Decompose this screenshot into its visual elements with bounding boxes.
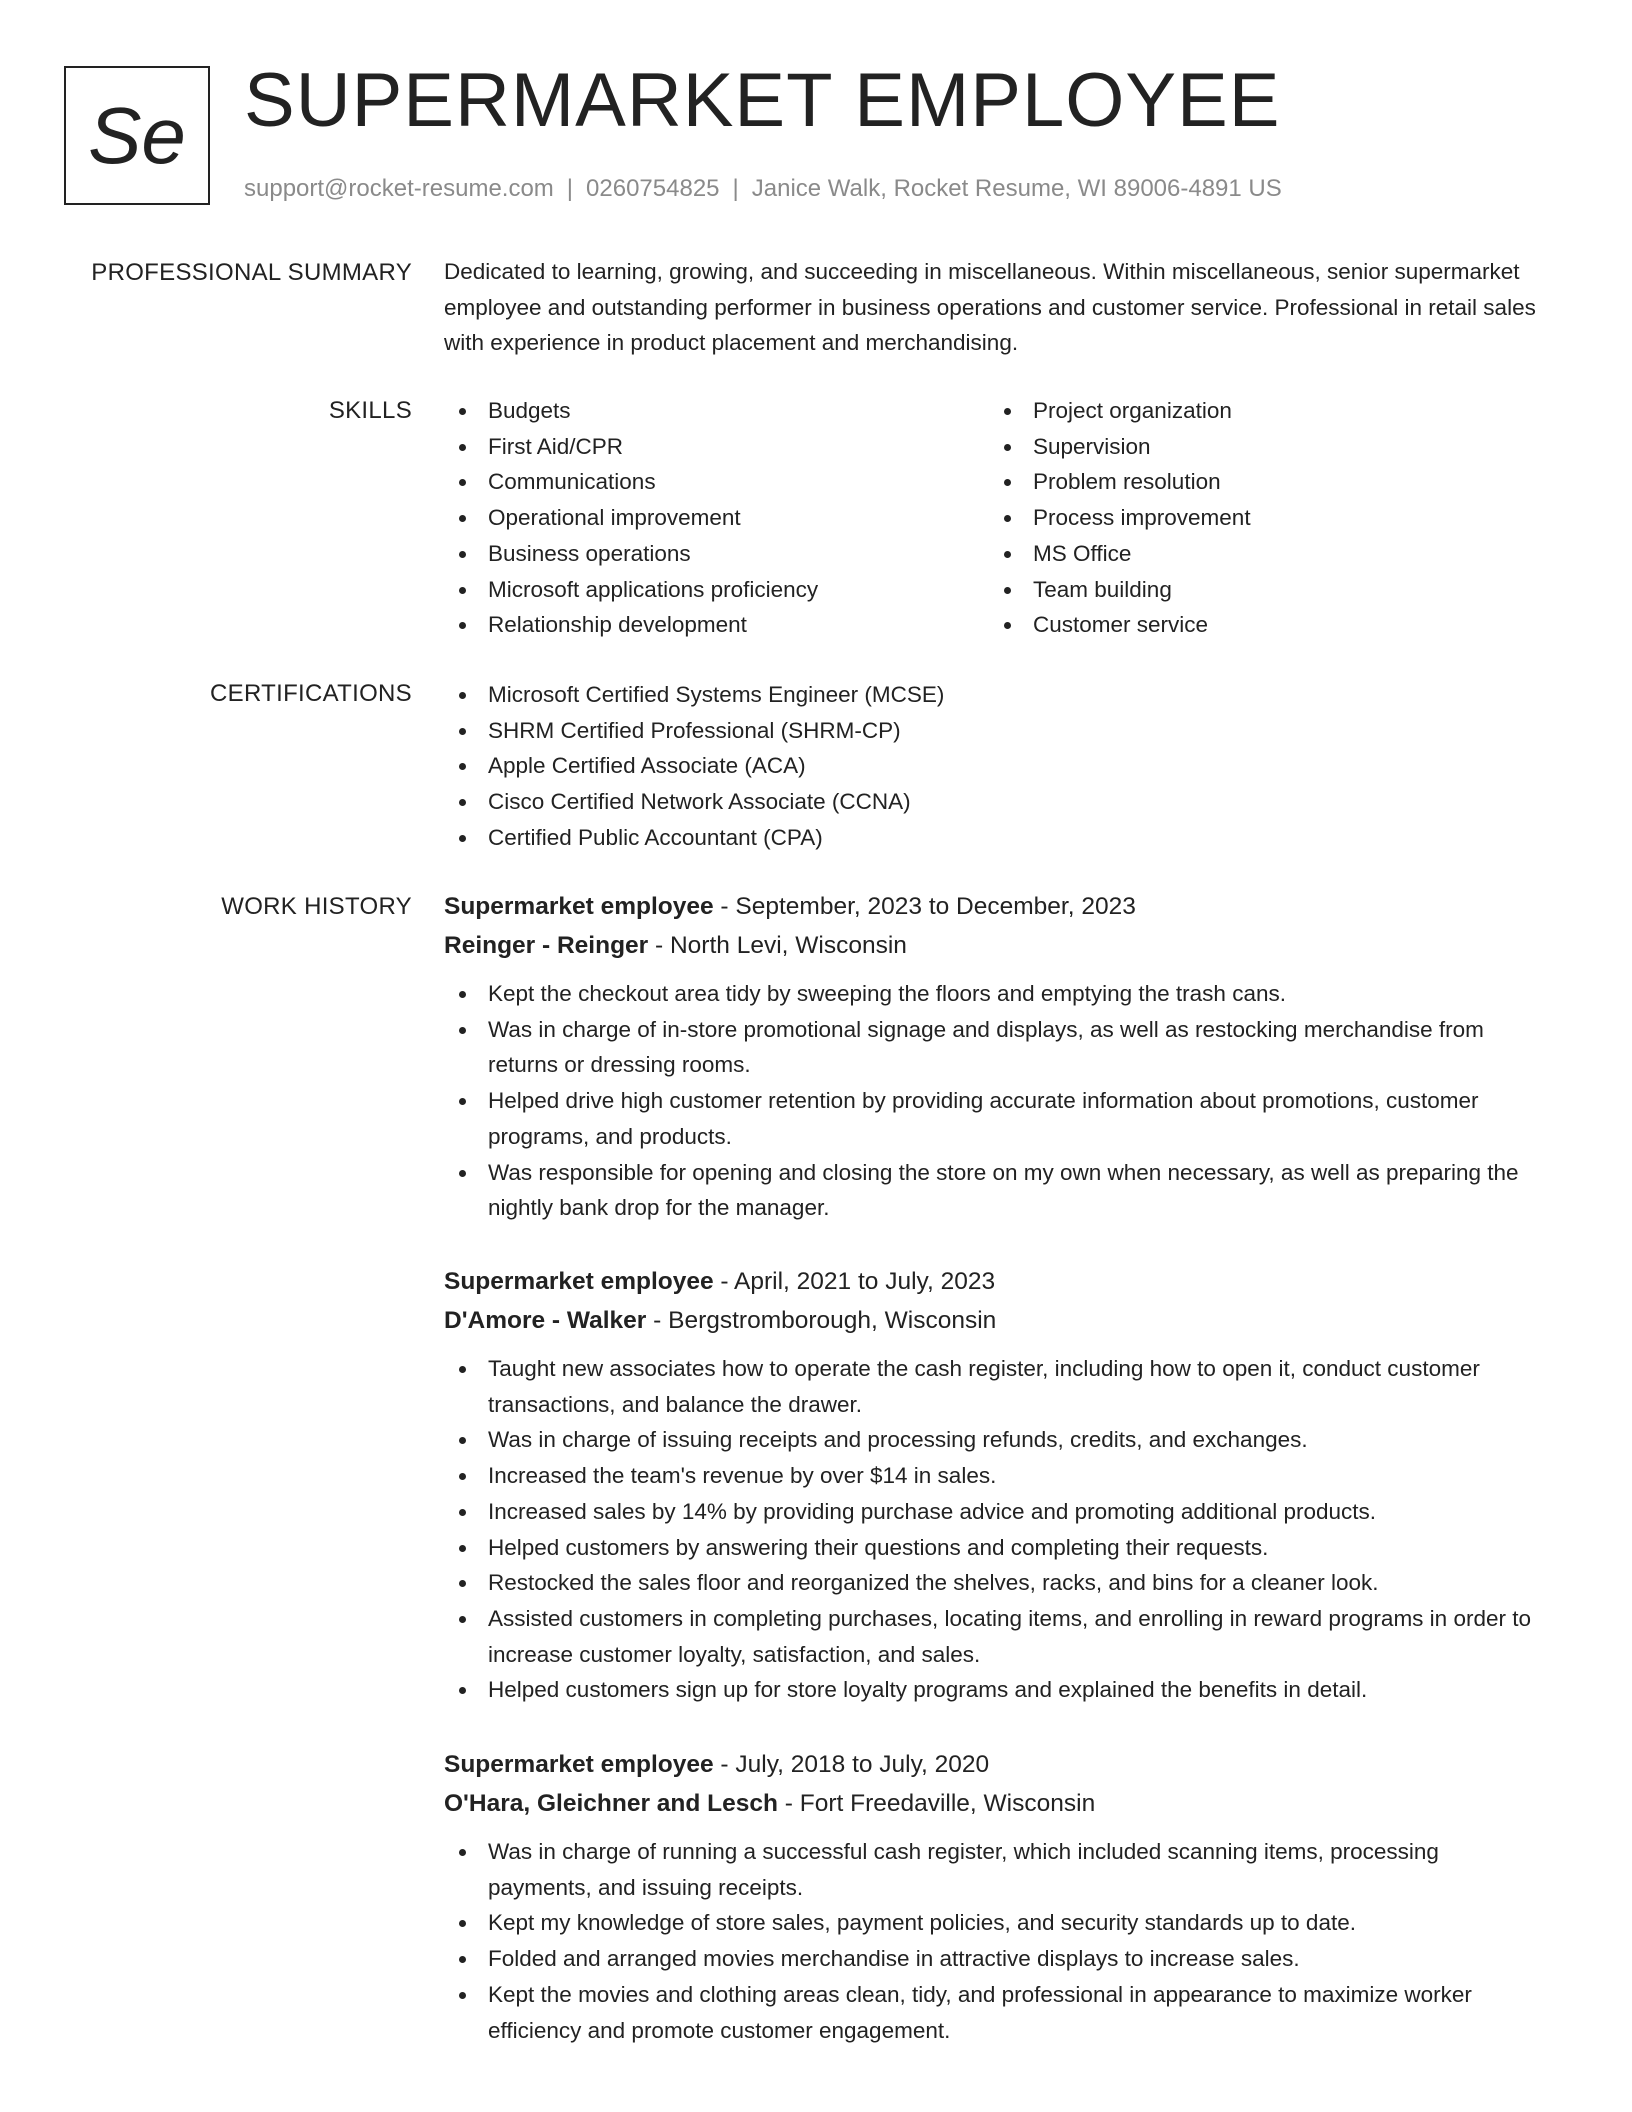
skills-column-left xyxy=(444,393,989,643)
job-duty-item: Folded and arranged movies merchandise in attractive displays to increase sales. xyxy=(444,1941,1544,1977)
job-location: - Bergstromborough, Wisconsin xyxy=(646,1307,997,1334)
section-title-summary: PROFESSIONAL SUMMARY xyxy=(91,259,412,286)
job-duty-item: Helped customers sign up for store loyalty programs and explained the benefits in detail. xyxy=(444,1672,1544,1708)
skill-item: Team building xyxy=(989,572,1534,608)
job-duty-item: Helped drive high customer retention by providing accurate information about promotions, customer programs, and products. xyxy=(444,1083,1544,1154)
job-role: Supermarket employee xyxy=(444,893,714,920)
skill-item: MS Office xyxy=(989,536,1534,572)
job-duty-item: Kept the movies and clothing areas clean, tidy, and professional in appearance to maximize worker efficiency and promote customer engagement. xyxy=(444,1977,1544,2048)
skills-columns xyxy=(444,393,1544,643)
certification-item: SHRM Certified Professional (SHRM-CP) xyxy=(444,713,1544,749)
skill-item: Budgets xyxy=(444,393,989,429)
job-duty-item: Was in charge of in-store promotional signage and displays, as well as restocking merchandise from returns or dressing rooms. xyxy=(444,1012,1544,1083)
section-title-work-history: WORK HISTORY xyxy=(221,893,412,920)
skill-item: Microsoft applications proficiency xyxy=(444,572,989,608)
contact-address: Janice Walk, Rocket Resume, WI 89006-4891 US xyxy=(751,175,1282,202)
job-title-line xyxy=(444,1262,1544,1301)
skill-item: First Aid/CPR xyxy=(444,429,989,465)
job-body xyxy=(444,1262,1544,1708)
job-duties-list xyxy=(444,1351,1544,1708)
monogram-badge xyxy=(64,66,210,205)
skill-item: Relationship development xyxy=(444,607,989,643)
job-duty-item: Kept my knowledge of store sales, payment policies, and security standards up to date. xyxy=(444,1905,1544,1941)
skill-item: Communications xyxy=(444,464,989,500)
resume-name: SUPERMARKET EMPLOYEE xyxy=(244,58,1281,143)
monogram-text: Se xyxy=(88,90,186,180)
skill-item: Customer service xyxy=(989,607,1534,643)
job-employer-line xyxy=(444,926,1544,965)
job-employer: D'Amore - Walker xyxy=(444,1307,647,1334)
job-location: - Fort Freedaville, Wisconsin xyxy=(777,1790,1096,1817)
summary-body xyxy=(444,254,1544,361)
contact-phone: 0260754825 xyxy=(586,175,720,202)
job-duty-item: Was in charge of issuing receipts and processing refunds, credits, and exchanges. xyxy=(444,1422,1544,1458)
skill-item: Process improvement xyxy=(989,500,1534,536)
skill-item: Problem resolution xyxy=(989,464,1534,500)
certification-item: Cisco Certified Network Associate (CCNA) xyxy=(444,784,1544,820)
job-body xyxy=(444,1745,1544,2048)
skills-list-left xyxy=(444,393,989,643)
job-title-line xyxy=(444,887,1544,926)
job-employer: Reinger - Reinger xyxy=(444,932,649,959)
job-duty-item: Assisted customers in completing purchases, locating items, and enrolling in reward programs in order to increase customer loyalty, satisfaction, and sales. xyxy=(444,1601,1544,1672)
job-duty-item: Was responsible for opening and closing the store on my own when necessary, as well as preparing the nightly bank drop for the manager. xyxy=(444,1155,1544,1226)
job-duty-item: Restocked the sales floor and reorganized the shelves, racks, and bins for a cleaner look. xyxy=(444,1565,1544,1601)
certification-item: Apple Certified Associate (ACA) xyxy=(444,748,1544,784)
contact-email: support@rocket-resume.com xyxy=(244,175,554,202)
certification-item: Certified Public Accountant (CPA) xyxy=(444,820,1544,856)
contact-line xyxy=(244,173,1282,205)
job-dates: - April, 2021 to July, 2023 xyxy=(713,1268,996,1295)
job-duty-item: Taught new associates how to operate the cash register, including how to open it, conduct customer transactions, and balance the drawer. xyxy=(444,1351,1544,1422)
job-duty-item: Increased sales by 14% by providing purchase advice and promoting additional products. xyxy=(444,1494,1544,1530)
skill-item: Project organization xyxy=(989,393,1534,429)
skill-item: Supervision xyxy=(989,429,1534,465)
summary-text: Dedicated to learning, growing, and succeeding in miscellaneous. Within miscellaneous, senior supermarket employee and outstanding performer in business operations and customer service. Professional in retail sales with experience in product placement and merchandising. xyxy=(444,259,1536,356)
job-role: Supermarket employee xyxy=(444,1751,714,1778)
contact-separator: | xyxy=(732,175,739,202)
job-employer: O'Hara, Gleichner and Lesch xyxy=(444,1790,778,1817)
skills-body xyxy=(444,393,1544,643)
job-duties-list xyxy=(444,1834,1544,2048)
job-dates: - July, 2018 to July, 2020 xyxy=(713,1751,990,1778)
skill-item: Operational improvement xyxy=(444,500,989,536)
job-duties-list xyxy=(444,976,1544,1226)
section-title-skills: SKILLS xyxy=(328,397,412,424)
job-employer-line xyxy=(444,1301,1544,1340)
section-title-certifications: CERTIFICATIONS xyxy=(210,680,412,707)
certification-item: Microsoft Certified Systems Engineer (MCSE) xyxy=(444,677,1544,713)
certifications-body xyxy=(444,677,1544,856)
job-location: - North Levi, Wisconsin xyxy=(648,932,907,959)
skills-list-right xyxy=(989,393,1534,643)
certifications-list xyxy=(444,677,1544,856)
skill-item: Business operations xyxy=(444,536,989,572)
job-role: Supermarket employee xyxy=(444,1268,714,1295)
contact-separator: | xyxy=(566,175,574,202)
job-duty-item: Helped customers by answering their questions and completing their requests. xyxy=(444,1530,1544,1566)
job-duty-item: Was in charge of running a successful cash register, which included scanning items, processing payments, and issuing receipts. xyxy=(444,1834,1544,1905)
job-title-line xyxy=(444,1745,1544,1784)
job-duty-item: Increased the team's revenue by over $14 in sales. xyxy=(444,1458,1544,1494)
job-duty-item: Kept the checkout area tidy by sweeping the floors and emptying the trash cans. xyxy=(444,976,1544,1012)
job-dates: - September, 2023 to December, 2023 xyxy=(713,893,1136,920)
job-body xyxy=(444,887,1544,1226)
skills-column-right xyxy=(989,393,1534,643)
job-employer-line xyxy=(444,1784,1544,1823)
